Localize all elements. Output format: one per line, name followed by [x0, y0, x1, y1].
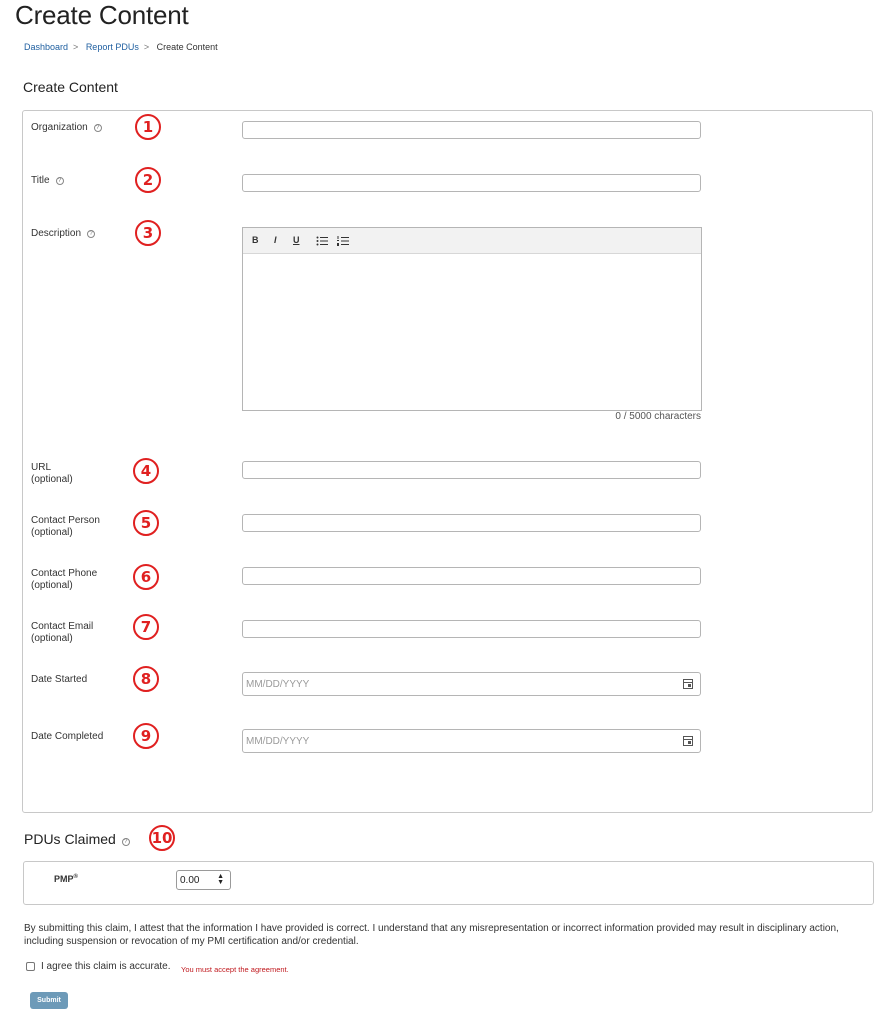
date-started-input[interactable]: [242, 672, 701, 696]
contact-person-label: Contact Person (optional): [31, 515, 100, 538]
agreement-error: You must accept the agreement.: [181, 965, 289, 974]
marker-4: 4: [133, 458, 159, 484]
pmp-pdu-value: 0.00: [180, 875, 200, 886]
description-editor[interactable]: [242, 227, 702, 411]
section-title: Create Content: [23, 79, 118, 95]
character-counter: 0 / 5000 characters: [615, 411, 701, 422]
contact-phone-input[interactable]: [242, 567, 701, 585]
contact-person-input[interactable]: [242, 514, 701, 532]
marker-7: 7: [133, 614, 159, 640]
marker-3: 3: [135, 220, 161, 246]
calendar-icon[interactable]: [683, 736, 693, 746]
marker-9: 9: [133, 723, 159, 749]
date-completed-input[interactable]: [242, 729, 701, 753]
page-title: Create Content: [15, 0, 189, 30]
spinner-arrows-icon[interactable]: ▲ ▼: [217, 873, 224, 886]
italic-button[interactable]: I: [274, 235, 277, 245]
breadcrumb-current: Create Content: [156, 42, 218, 52]
bold-button[interactable]: B: [252, 235, 259, 245]
breadcrumb: [24, 42, 218, 52]
chevron-right-icon: >: [143, 42, 150, 52]
marker-10: 10: [149, 825, 175, 851]
url-label: URL (optional): [31, 462, 73, 485]
date-completed-placeholder: MM/DD/YYYY: [246, 736, 310, 747]
marker-5: 5: [133, 510, 159, 536]
marker-8: 8: [133, 666, 159, 692]
breadcrumb-dashboard-link[interactable]: Dashboard: [24, 42, 69, 52]
pdus-claimed-box: [23, 861, 874, 905]
organization-label: Organization ?: [31, 122, 102, 134]
date-completed-label: Date Completed: [31, 731, 104, 742]
calendar-icon[interactable]: [683, 679, 693, 689]
description-label: Description ?: [31, 228, 95, 240]
attestation-text: By submitting this claim, I attest that the information I have provided is correct. I understand that any misrepresentation or incorrect information provided may result in disciplinary action, including suspension or revocation of my PMI certification and/or credential.: [24, 923, 839, 947]
contact-phone-label: Contact Phone (optional): [31, 568, 98, 591]
underline-button[interactable]: U: [293, 235, 300, 245]
submit-button[interactable]: Submit: [30, 992, 68, 1009]
help-icon[interactable]: ?: [94, 124, 102, 132]
help-icon[interactable]: ?: [87, 230, 95, 238]
url-input[interactable]: [242, 461, 701, 479]
date-started-label: Date Started: [31, 674, 88, 685]
marker-1: 1: [135, 114, 161, 140]
numbered-list-icon[interactable]: [337, 236, 349, 246]
chevron-right-icon: >: [73, 42, 79, 52]
marker-2: 2: [135, 167, 161, 193]
pdus-claimed-title: PDUs Claimed ?: [24, 831, 130, 847]
agree-checkbox[interactable]: [26, 962, 35, 971]
pmp-pdu-stepper[interactable]: [176, 870, 231, 890]
help-icon[interactable]: ?: [122, 838, 130, 846]
title-label: Title ?: [31, 175, 64, 187]
help-icon[interactable]: ?: [56, 177, 64, 185]
pmp-label: PMP®: [54, 874, 78, 884]
contact-email-label: Contact Email (optional): [31, 621, 94, 644]
title-input[interactable]: [242, 174, 701, 192]
date-started-placeholder: MM/DD/YYYY: [246, 679, 310, 690]
marker-6: 6: [133, 564, 159, 590]
editor-toolbar: [243, 228, 701, 254]
breadcrumb-report-pdus-link[interactable]: Report PDUs: [85, 42, 139, 52]
organization-input[interactable]: [242, 121, 701, 139]
bullet-list-icon[interactable]: [316, 236, 328, 246]
contact-email-input[interactable]: [242, 620, 701, 638]
agree-label[interactable]: I agree this claim is accurate.: [41, 961, 171, 972]
